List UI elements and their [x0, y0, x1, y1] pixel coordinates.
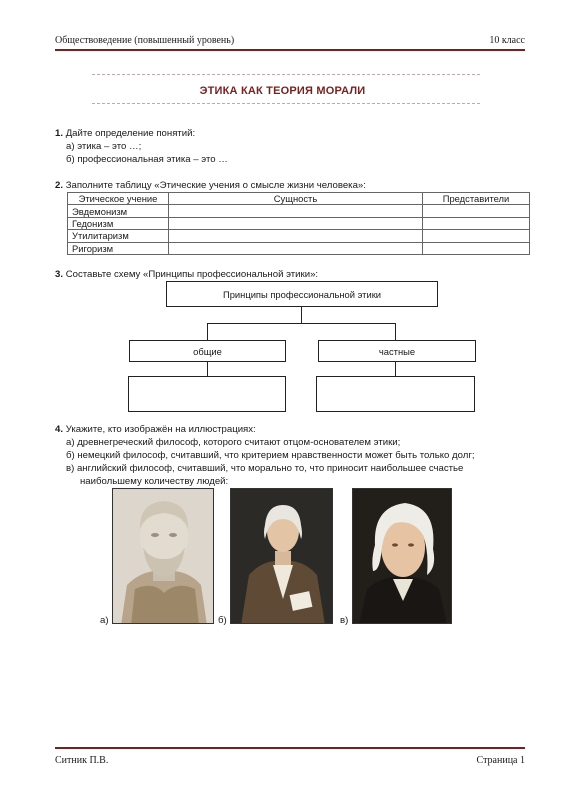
table-row: [68, 217, 530, 229]
task1-number: 1.: [55, 128, 64, 139]
task2-text: Заполните таблицу «Этические учения о смысле жизни человека»:: [65, 180, 366, 191]
portrait-label-b: б): [218, 615, 227, 626]
scheme-connector-horizontal: [207, 323, 396, 324]
task3-number: 3.: [55, 269, 64, 280]
column-header: Этическое учение: [68, 193, 169, 205]
task4-item-b: б) немецкий философ, считавший, что критерием нравственности может быть только долг;: [66, 450, 475, 461]
table-row: [68, 230, 530, 242]
footer-page-number: Страница 1: [476, 755, 525, 766]
task4-number: 4.: [55, 424, 64, 435]
footer-author: Ситник П.В.: [55, 755, 109, 766]
portrait-illustration-c: [353, 489, 452, 624]
portrait-painting-image-c: [352, 488, 452, 624]
portrait-label-a: а): [100, 615, 109, 626]
task1-item-b: б) профессиональная этика – это …: [66, 154, 228, 165]
table-header-row: [68, 193, 530, 205]
scheme-connector-vertical: [301, 307, 302, 323]
bust-illustration: [113, 489, 214, 624]
table-cell[interactable]: [169, 205, 423, 217]
table-cell[interactable]: [169, 217, 423, 229]
table-cell[interactable]: [169, 242, 423, 254]
ethics-table: [67, 192, 530, 255]
task4-prompt: [55, 424, 256, 436]
task1-text: Дайте определение понятий:: [65, 128, 196, 139]
task1-item-a: а) этика – это …;: [66, 141, 142, 152]
header-subject: Обществоведение (повышенный уровень): [55, 35, 235, 46]
table-cell[interactable]: [423, 242, 530, 254]
scheme-root-box: Принципы профессиональной этики: [166, 281, 438, 307]
scheme-box-specific: частные: [318, 340, 476, 362]
portrait-label-c: в): [340, 615, 349, 626]
table-cell[interactable]: [423, 205, 530, 217]
page-title: ЭТИКА КАК ТЕОРИЯ МОРАЛИ: [199, 85, 366, 97]
scheme-connector-left: [207, 323, 208, 340]
title-rule-top: [92, 74, 480, 75]
scheme-connector-right-lower: [395, 362, 396, 376]
table-cell[interactable]: [423, 230, 530, 242]
task2-number: 2.: [55, 180, 64, 191]
scheme-box-general: общие: [129, 340, 286, 362]
column-header: Представители: [423, 193, 530, 205]
table-cell[interactable]: [423, 217, 530, 229]
task2-prompt: [55, 180, 366, 192]
portrait-painting-image-b: [230, 488, 333, 624]
header-rule: [55, 49, 525, 51]
table-cell: Ригоризм: [68, 242, 169, 254]
header-grade: 10 класс: [489, 35, 525, 46]
portrait-bust-image: [112, 488, 214, 624]
task4-item-c: в) английский философ, считавший, что морально то, что приносит наибольшее счастье: [66, 463, 464, 474]
table-cell: Утилитаризм: [68, 230, 169, 242]
task3-text: Составьте схему «Принципы профессиональной этики»:: [65, 269, 319, 280]
scheme-answer-box-left[interactable]: [128, 376, 286, 412]
task1-prompt: [55, 128, 195, 140]
task4-text: Укажите, кто изображён на иллюстрациях:: [65, 424, 256, 435]
task4-item-c-cont: наибольшему количеству людей:: [80, 476, 229, 487]
scheme-connector-right: [395, 323, 396, 340]
task3-prompt: [55, 269, 318, 281]
table-row: [68, 242, 530, 254]
scheme-answer-box-right[interactable]: [316, 376, 475, 412]
table-row: [68, 205, 530, 217]
title-rule-bottom: [92, 103, 480, 104]
column-header: Сущность: [169, 193, 423, 205]
table-cell: Гедонизм: [68, 217, 169, 229]
table-cell[interactable]: [169, 230, 423, 242]
scheme-connector-left-lower: [207, 362, 208, 376]
table-cell: Эвдемонизм: [68, 205, 169, 217]
task4-item-a: а) древнегреческий философ, которого считают отцом-основателем этики;: [66, 437, 401, 448]
footer-rule: [55, 747, 525, 749]
portrait-illustration-b: [231, 489, 333, 624]
